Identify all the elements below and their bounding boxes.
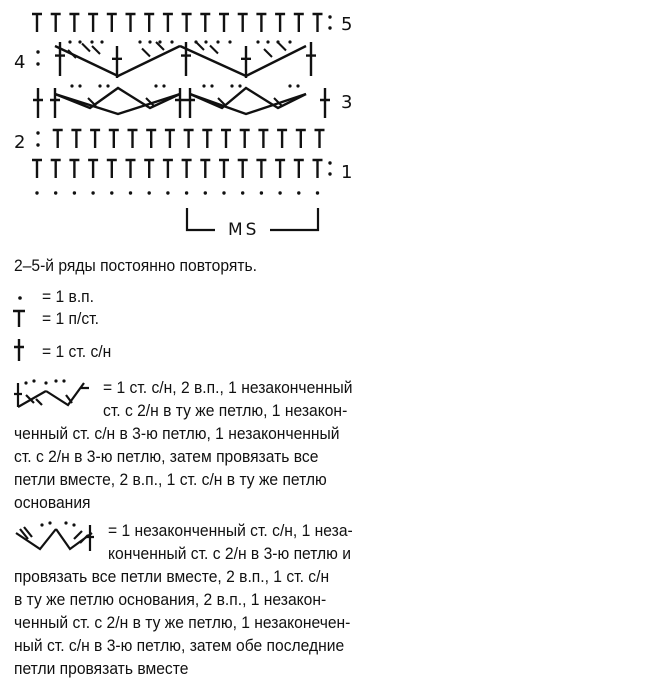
chain-stitch xyxy=(204,191,207,194)
cluster-tick xyxy=(210,46,218,54)
cluster-tick xyxy=(82,44,90,52)
dc-stitch xyxy=(32,160,42,178)
chain-stitch xyxy=(276,40,279,43)
dc-stitch xyxy=(275,160,285,178)
chain-stitch xyxy=(266,40,269,43)
dc-stitch xyxy=(256,160,266,178)
cluster-tick xyxy=(142,49,150,57)
dc-stitch xyxy=(126,160,136,178)
chain-stitch xyxy=(158,40,161,43)
dc-stitch xyxy=(146,130,156,148)
chain-stitch xyxy=(316,191,319,194)
turning-chain xyxy=(328,161,331,164)
legend-cluster-a-line-1: = 1 ст. с/н, 2 в.п., 1 незаконченный xyxy=(103,378,353,397)
dc-stitch xyxy=(88,160,98,178)
chain-stitch xyxy=(241,191,244,194)
chain-stitch xyxy=(297,191,300,194)
dc-stitch xyxy=(313,14,323,32)
chain-stitch xyxy=(288,84,291,87)
chain-stitch xyxy=(260,191,263,194)
dc-stitch xyxy=(296,130,306,148)
dc-stitch xyxy=(184,130,194,148)
chain-stitch xyxy=(91,191,94,194)
chain-stitch xyxy=(162,84,165,87)
crochet-chart xyxy=(0,0,400,245)
turning-chain xyxy=(36,50,39,53)
dc-stitch xyxy=(258,130,268,148)
dc-stitch xyxy=(221,130,231,148)
dc-stitch xyxy=(238,14,248,32)
chain-stitch xyxy=(73,191,76,194)
turning-chain xyxy=(328,15,331,18)
dc-stitch xyxy=(294,160,304,178)
cluster-tick xyxy=(264,49,272,57)
chain-stitch xyxy=(78,84,81,87)
treble-stitch xyxy=(306,42,316,76)
legend-cluster-a-line-5: петли вместе, 2 в.п., 1 ст. с/н в ту же петлю xyxy=(14,470,327,489)
dc-stitch xyxy=(90,130,100,148)
dc-stitch xyxy=(182,14,192,32)
chain-stitch xyxy=(98,84,101,87)
legend-cluster-b-line-2: конченный ст. с 2/н в 3-ю петлю и xyxy=(108,544,351,563)
chain-stitch xyxy=(138,40,141,43)
dc-stitch xyxy=(69,160,79,178)
cluster-tick xyxy=(196,42,204,50)
dc-stitch xyxy=(126,14,136,32)
row-label-2: 2 xyxy=(14,132,26,153)
chain-stitch xyxy=(288,40,291,43)
chain-stitch-icon xyxy=(12,286,32,306)
legend-dtr-text: = 1 ст. с/н xyxy=(42,342,112,361)
dc-stitch xyxy=(294,14,304,32)
legend-cluster-b-line-4: в ту же петлю основания, 2 в.п., 1 незакон- xyxy=(14,590,327,609)
chain-stitch xyxy=(78,40,81,43)
chain-stitch xyxy=(256,40,259,43)
dc-stitch xyxy=(200,14,210,32)
row-5 xyxy=(32,14,332,32)
dc-stitch xyxy=(275,14,285,32)
dc-stitch xyxy=(165,130,175,148)
row-4 xyxy=(36,40,316,78)
dc-stitch xyxy=(109,130,119,148)
chain-stitch xyxy=(170,40,173,43)
dc-stitch xyxy=(202,130,212,148)
dc-stitch xyxy=(144,160,154,178)
dc-stitch xyxy=(163,160,173,178)
chain-stitch xyxy=(194,40,197,43)
legend-cluster-a-line-2: ст. с 2/н в ту же петлю, 1 незакон- xyxy=(103,401,348,420)
cluster-stitch xyxy=(55,88,180,108)
dc-stitch xyxy=(219,160,229,178)
dc-stitch xyxy=(51,160,61,178)
treble-stitch xyxy=(320,88,330,118)
dc-stitch xyxy=(32,14,42,32)
dc-stitch xyxy=(107,160,117,178)
double-crochet-icon xyxy=(10,306,32,330)
legend-cluster-b-line-5: ченный ст. с 2/н в ту же петлю, 1 незаконечен- xyxy=(14,613,351,632)
chain-stitch xyxy=(228,40,231,43)
dc-stitch xyxy=(313,160,323,178)
chain-stitch xyxy=(238,84,241,87)
cluster-a-icon xyxy=(12,377,92,413)
chain-stitch xyxy=(222,191,225,194)
dc-stitch xyxy=(163,14,173,32)
turning-chain xyxy=(328,172,331,175)
dc-stitch xyxy=(277,130,287,148)
chain-stitch xyxy=(100,40,103,43)
chain-stitch xyxy=(154,84,157,87)
dc-stitch xyxy=(182,160,192,178)
chain-stitch xyxy=(129,191,132,194)
treble-crochet-icon xyxy=(10,336,32,364)
row-label-4: 4 xyxy=(14,52,26,73)
treble-stitch xyxy=(185,88,195,118)
turning-chain xyxy=(328,26,331,29)
row-label-3: 3 xyxy=(341,92,353,113)
chain-stitch xyxy=(296,84,299,87)
dc-stitch xyxy=(88,14,98,32)
legend-cluster-b-line-7: петли провязать вместе xyxy=(14,659,189,678)
dc-stitch xyxy=(200,160,210,178)
row-label-5: 5 xyxy=(341,14,353,35)
cluster-tick xyxy=(278,43,286,51)
chain-stitch xyxy=(68,40,71,43)
legend-dc-text: = 1 п/ст. xyxy=(42,309,99,328)
row-1 xyxy=(32,160,332,178)
chain-stitch xyxy=(148,191,151,194)
dc-stitch xyxy=(107,14,117,32)
chain-stitch xyxy=(166,191,169,194)
chain-stitch xyxy=(216,40,219,43)
dc-stitch xyxy=(240,130,250,148)
repeat-instruction: 2–5-й ряды постоянно повторять. xyxy=(14,256,258,275)
dc-stitch xyxy=(71,130,81,148)
dc-stitch xyxy=(69,14,79,32)
chain-stitch xyxy=(106,84,109,87)
dc-stitch xyxy=(53,130,63,148)
chain-stitch xyxy=(148,40,151,43)
row-3 xyxy=(33,84,330,118)
legend-cluster-b-line-6: ный ст. с/н в 3-ю петлю, затем обе последние xyxy=(14,636,345,655)
legend-cluster-a-line-4: ст. с 2/н в 3-ю петлю, затем провязать все xyxy=(14,447,319,466)
chain-stitch xyxy=(110,191,113,194)
chain-stitch xyxy=(185,191,188,194)
dc-stitch xyxy=(238,160,248,178)
dc-stitch xyxy=(219,14,229,32)
dc-stitch xyxy=(315,130,325,148)
dc-stitch xyxy=(256,14,266,32)
turning-chain xyxy=(36,131,39,134)
dc-stitch xyxy=(51,14,61,32)
turning-chain xyxy=(36,62,39,65)
dc-stitch xyxy=(144,14,154,32)
chain-stitch xyxy=(70,84,73,87)
treble-stitch xyxy=(50,88,60,118)
foundation-chain xyxy=(35,191,319,194)
repeat-label: MS xyxy=(228,220,260,240)
chain-stitch xyxy=(278,191,281,194)
legend-chain-text: = 1 в.п. xyxy=(42,287,94,306)
row-2 xyxy=(36,130,324,148)
treble-stitch xyxy=(175,88,185,118)
chain-stitch xyxy=(204,40,207,43)
turning-chain xyxy=(36,143,39,146)
chain-stitch xyxy=(210,84,213,87)
chain-stitch xyxy=(202,84,205,87)
chain-stitch xyxy=(35,191,38,194)
cluster-stitch xyxy=(190,88,306,108)
legend-cluster-b-line-3: провязать все петли вместе, 2 в.п., 1 ст. с/н xyxy=(14,567,330,586)
chain-stitch xyxy=(54,191,57,194)
cluster-b-icon xyxy=(12,519,96,553)
legend-cluster-a-line-3: ченный ст. с/н в 3-ю петлю, 1 незаконченный xyxy=(14,424,340,443)
legend-cluster-a-line-6: основания xyxy=(14,493,91,512)
legend-cluster-b-line-1: = 1 незаконченный ст. с/н, 1 неза- xyxy=(108,521,353,540)
cluster-tick xyxy=(92,46,100,54)
chain-stitch xyxy=(90,40,93,43)
cluster-stitch xyxy=(180,46,306,76)
dc-stitch xyxy=(128,130,138,148)
chain-stitch xyxy=(230,84,233,87)
treble-stitch xyxy=(33,88,43,118)
row-label-1: 1 xyxy=(341,162,353,183)
